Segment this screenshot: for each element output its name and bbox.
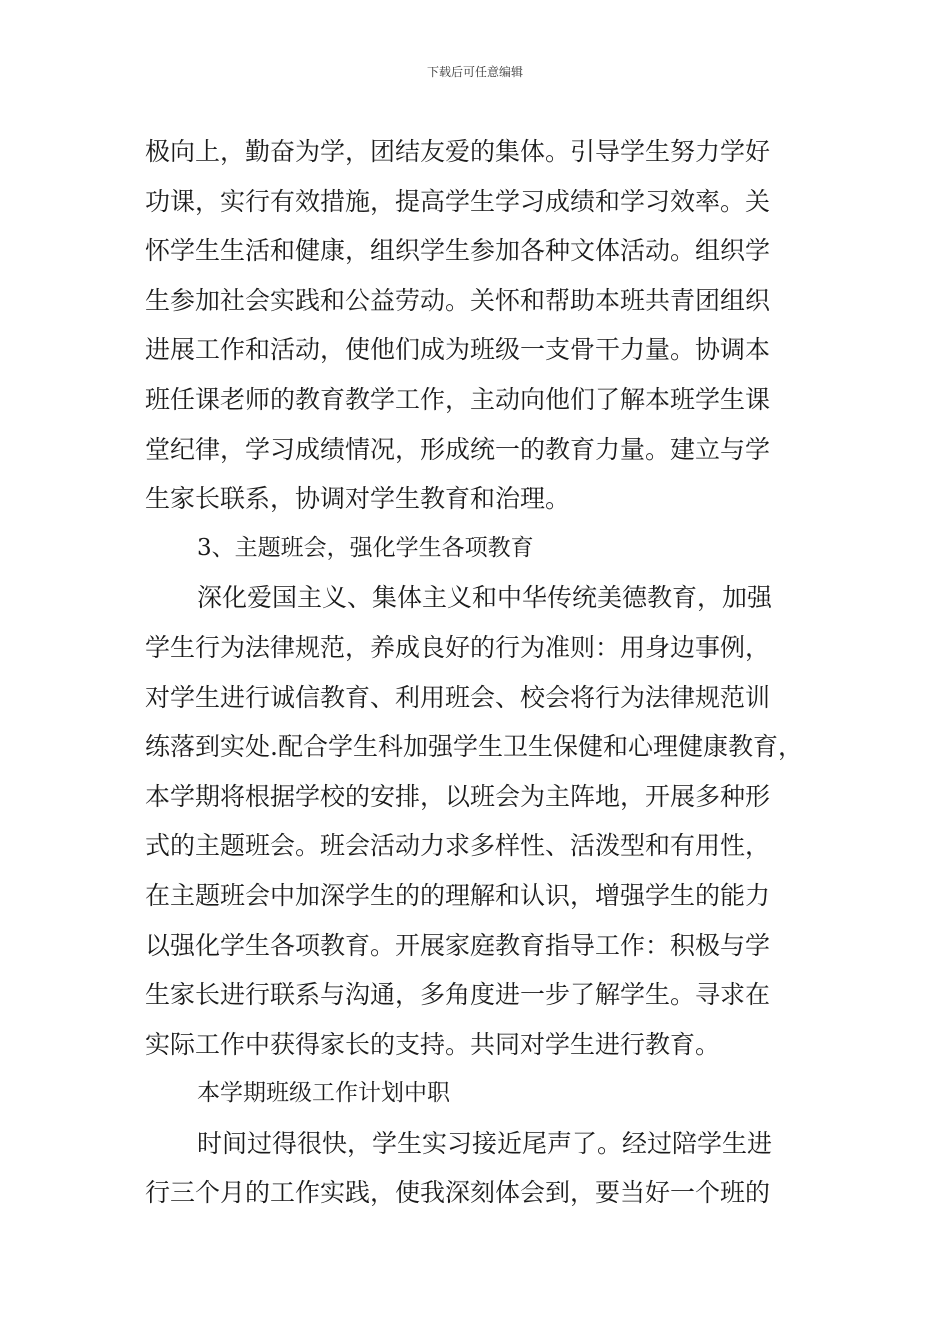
text-line: 班任课老师的教育教学工作，主动向他们了解本班学生课 bbox=[145, 384, 771, 414]
text-line: 极向上，勤奋为学，团结友爱的集体。引导学生努力学好 bbox=[145, 137, 771, 166]
text-line: 时间过得很快，学生实习接近尾声了。经过陪学生进 bbox=[197, 1128, 773, 1158]
text-line: 式的主题班会。班会活动力求多样性、活泼型和有用性， bbox=[145, 831, 771, 861]
paragraph-class-management bbox=[145, 127, 810, 524]
text-line: 生家长联系，协调对学生教育和治理。 bbox=[145, 484, 571, 514]
document-section-title: 本学期班级工作计划中职 bbox=[197, 1080, 450, 1107]
text-line: 练落到实处.配合学生科加强学生卫生保健和心理健康教育， bbox=[145, 732, 803, 762]
text-line: 进展工作和活动，使他们成为班级一支骨干力量。协调本 bbox=[145, 335, 771, 365]
text-line: 堂纪律，学习成绩情况，形成统一的教育力量。建立与学 bbox=[145, 434, 771, 464]
page-header: 下载后可任意编辑 bbox=[426, 65, 523, 79]
text-line: 功课，实行有效措施，提高学生学习成绩和学习效率。关 bbox=[145, 186, 771, 216]
text-line: 行三个月的工作实践，使我深刻体会到，要当好一个班的 bbox=[145, 1178, 771, 1208]
text-line: 对学生进行诚信教育、利用班会、校会将行为法律规范训 bbox=[145, 682, 771, 712]
text-line: 生家长进行联系与沟通，多角度进一步了解学生。寻求在 bbox=[145, 980, 771, 1010]
section-heading-3: 3、主题班会，强化学生各项教育 bbox=[197, 534, 534, 561]
text-line: 在主题班会中加深学生的的理解和认识，增强学生的能力 bbox=[145, 880, 771, 910]
text-line: 怀学生生活和健康，组织学生参加各种文体活动。组织学 bbox=[145, 236, 771, 266]
paragraph-theme-class-meeting bbox=[145, 573, 810, 1069]
text-line: 实际工作中获得家长的支持。共同对学生进行教育。 bbox=[145, 1029, 721, 1059]
text-line: 以强化学生各项教育。开展家庭教育指导工作：积极与学 bbox=[145, 930, 771, 960]
paragraph-intro bbox=[145, 1119, 810, 1218]
text-line: 生参加社会实践和公益劳动。关怀和帮助本班共青团组织 bbox=[145, 285, 771, 315]
text-line: 学生行为法律规范，养成良好的行为准则：用身边事例， bbox=[145, 632, 771, 662]
text-line: 本学期将根据学校的安排，以班会为主阵地，开展多种形 bbox=[145, 781, 771, 811]
document-body bbox=[145, 127, 810, 1218]
text-line: 深化爱国主义、集体主义和中华传统美德教育，加强 bbox=[197, 583, 773, 613]
